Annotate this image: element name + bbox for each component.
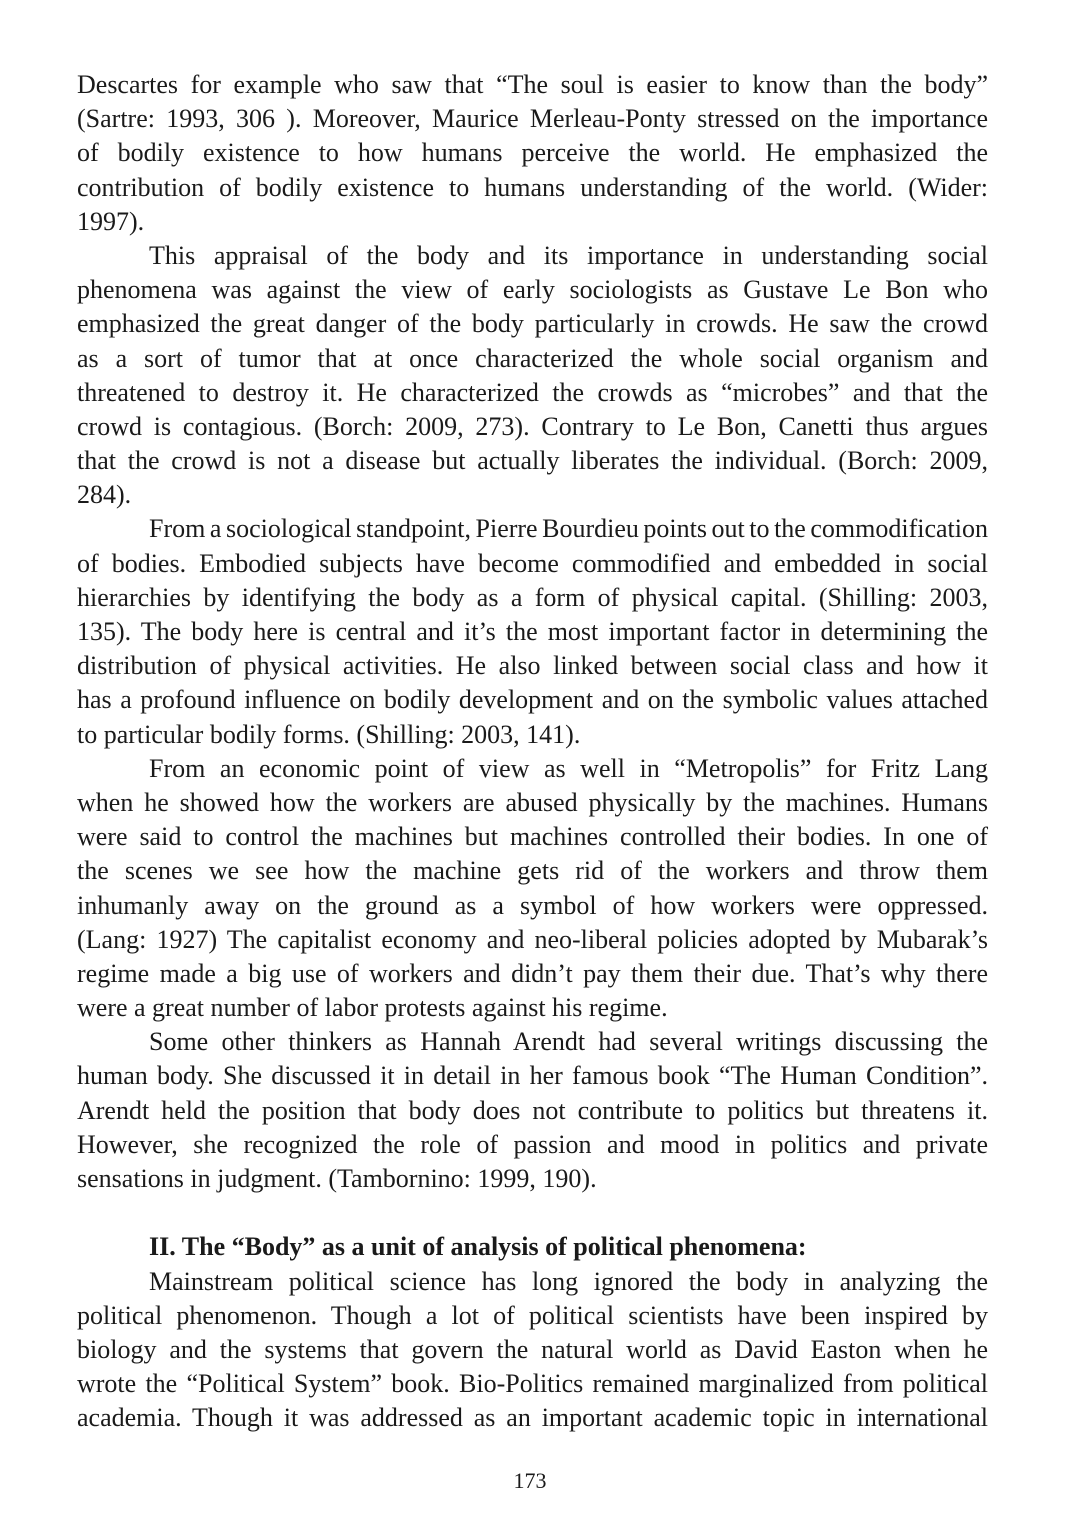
text-line: phenomena was against the view of early sociologists as Gustave Le Bon who [77,275,988,305]
section-heading: II. The “Body” as a unit of analysis of political phenomena: [149,1232,807,1262]
paragraph [77,1025,988,1196]
text-line: This appraisal of the body and its importance in understanding social [149,240,988,270]
text-line: sensations in judgment. (Tambornino: 1999, 190). [77,1164,597,1193]
text-line: regime made a big use of workers and didn’t pay them their due. That’s why there [77,958,988,988]
text-line: when he showed how the workers are abused physically by the machines. Humans [77,787,988,817]
page-body [77,68,988,1436]
text-line: 284). [77,480,132,510]
text-line: contribution of bodily existence to humans understanding of the world. (Wider: [77,172,988,202]
paragraph [77,752,988,1026]
text-line: threatened to destroy it. He characterized the crowds as “microbes” and that the [77,377,988,407]
text-line: of bodily existence to how humans perceive the world. He emphasized the [77,138,988,168]
text-line: From an economic point of view as well in “Metropolis” for Fritz Lang [149,753,988,783]
text-line: hierarchies by identifying the body as a form of physical capital. (Shilling: 2003, [77,582,988,612]
text-line: the scenes we see how the machine gets rid of the workers and throw them [77,856,988,886]
text-line: human body. She discussed it in detail in her famous book “The Human Condition”. [77,1061,988,1091]
text-line: academia. Though it was addressed as an important academic topic in international [77,1403,988,1433]
text-line: Some other thinkers as Hannah Arendt had several writings discussing the [149,1027,988,1057]
text-line: crowd is contagious. (Borch: 2009, 273). Contrary to Le Bon, Canetti thus argues [77,411,988,441]
text-line: political phenomenon. Though a lot of political scientists have been inspired by [77,1300,988,1330]
text-line: of bodies. Embodied subjects have become commodified and embedded in social [77,548,988,578]
text-line: (Lang: 1927) The capitalist economy and neo-liberal policies adopted by Mubarak’s [77,924,988,954]
text-line: 135). The body here is central and it’s the most important factor in determining the [77,617,988,646]
text-line: as a sort of tumor that at once characterized the whole social organism and [77,343,988,373]
page-number: 173 [513,1468,547,1493]
text-line: However, she recognized the role of passion and mood in politics and private [77,1129,988,1159]
text-line: distribution of physical activities. He also linked between social class and how it [77,651,988,681]
paragraph [77,512,988,751]
paragraph [77,239,988,513]
text-line: (Sartre: 1993, 306 ). Moreover, Maurice Merleau-Ponty stressed on the importance [77,104,988,134]
text-line: to particular bodily forms. (Shilling: 2003, 141). [77,719,581,749]
paragraph [77,68,988,239]
text-line: that the crowd is not a disease but actually liberates the individual. (Borch: 2009, [77,446,988,476]
text-line: has a profound influence on bodily development and on the symbolic values attached [77,685,988,715]
text-line: inhumanly away on the ground as a symbol of how workers were oppressed. [77,890,988,920]
text-line: were said to control the machines but machines controlled their bodies. In one of [77,822,988,852]
text-line: From a sociological standpoint, Pierre Bourdieu points out to the commodification [149,514,988,544]
text-line: were a great number of labor protests against his regime. [77,993,668,1023]
text-line: Mainstream political science has long ignored the body in analyzing the [149,1266,988,1296]
blank-line [77,1196,988,1230]
text-line: biology and the systems that govern the natural world as David Easton when he [77,1334,988,1364]
text-line: 1997). [77,206,145,236]
text-line: wrote the “Political System” book. Bio-Politics remained marginalized from political [77,1369,988,1399]
text-line: emphasized the great danger of the body particularly in crowds. He saw the crowd [77,309,988,339]
text-line: Arendt held the position that body does not contribute to politics but threatens it. [77,1095,988,1125]
text-line: Descartes for example who saw that “The soul is easier to know than the body” [77,70,988,99]
paragraph [77,1265,988,1436]
